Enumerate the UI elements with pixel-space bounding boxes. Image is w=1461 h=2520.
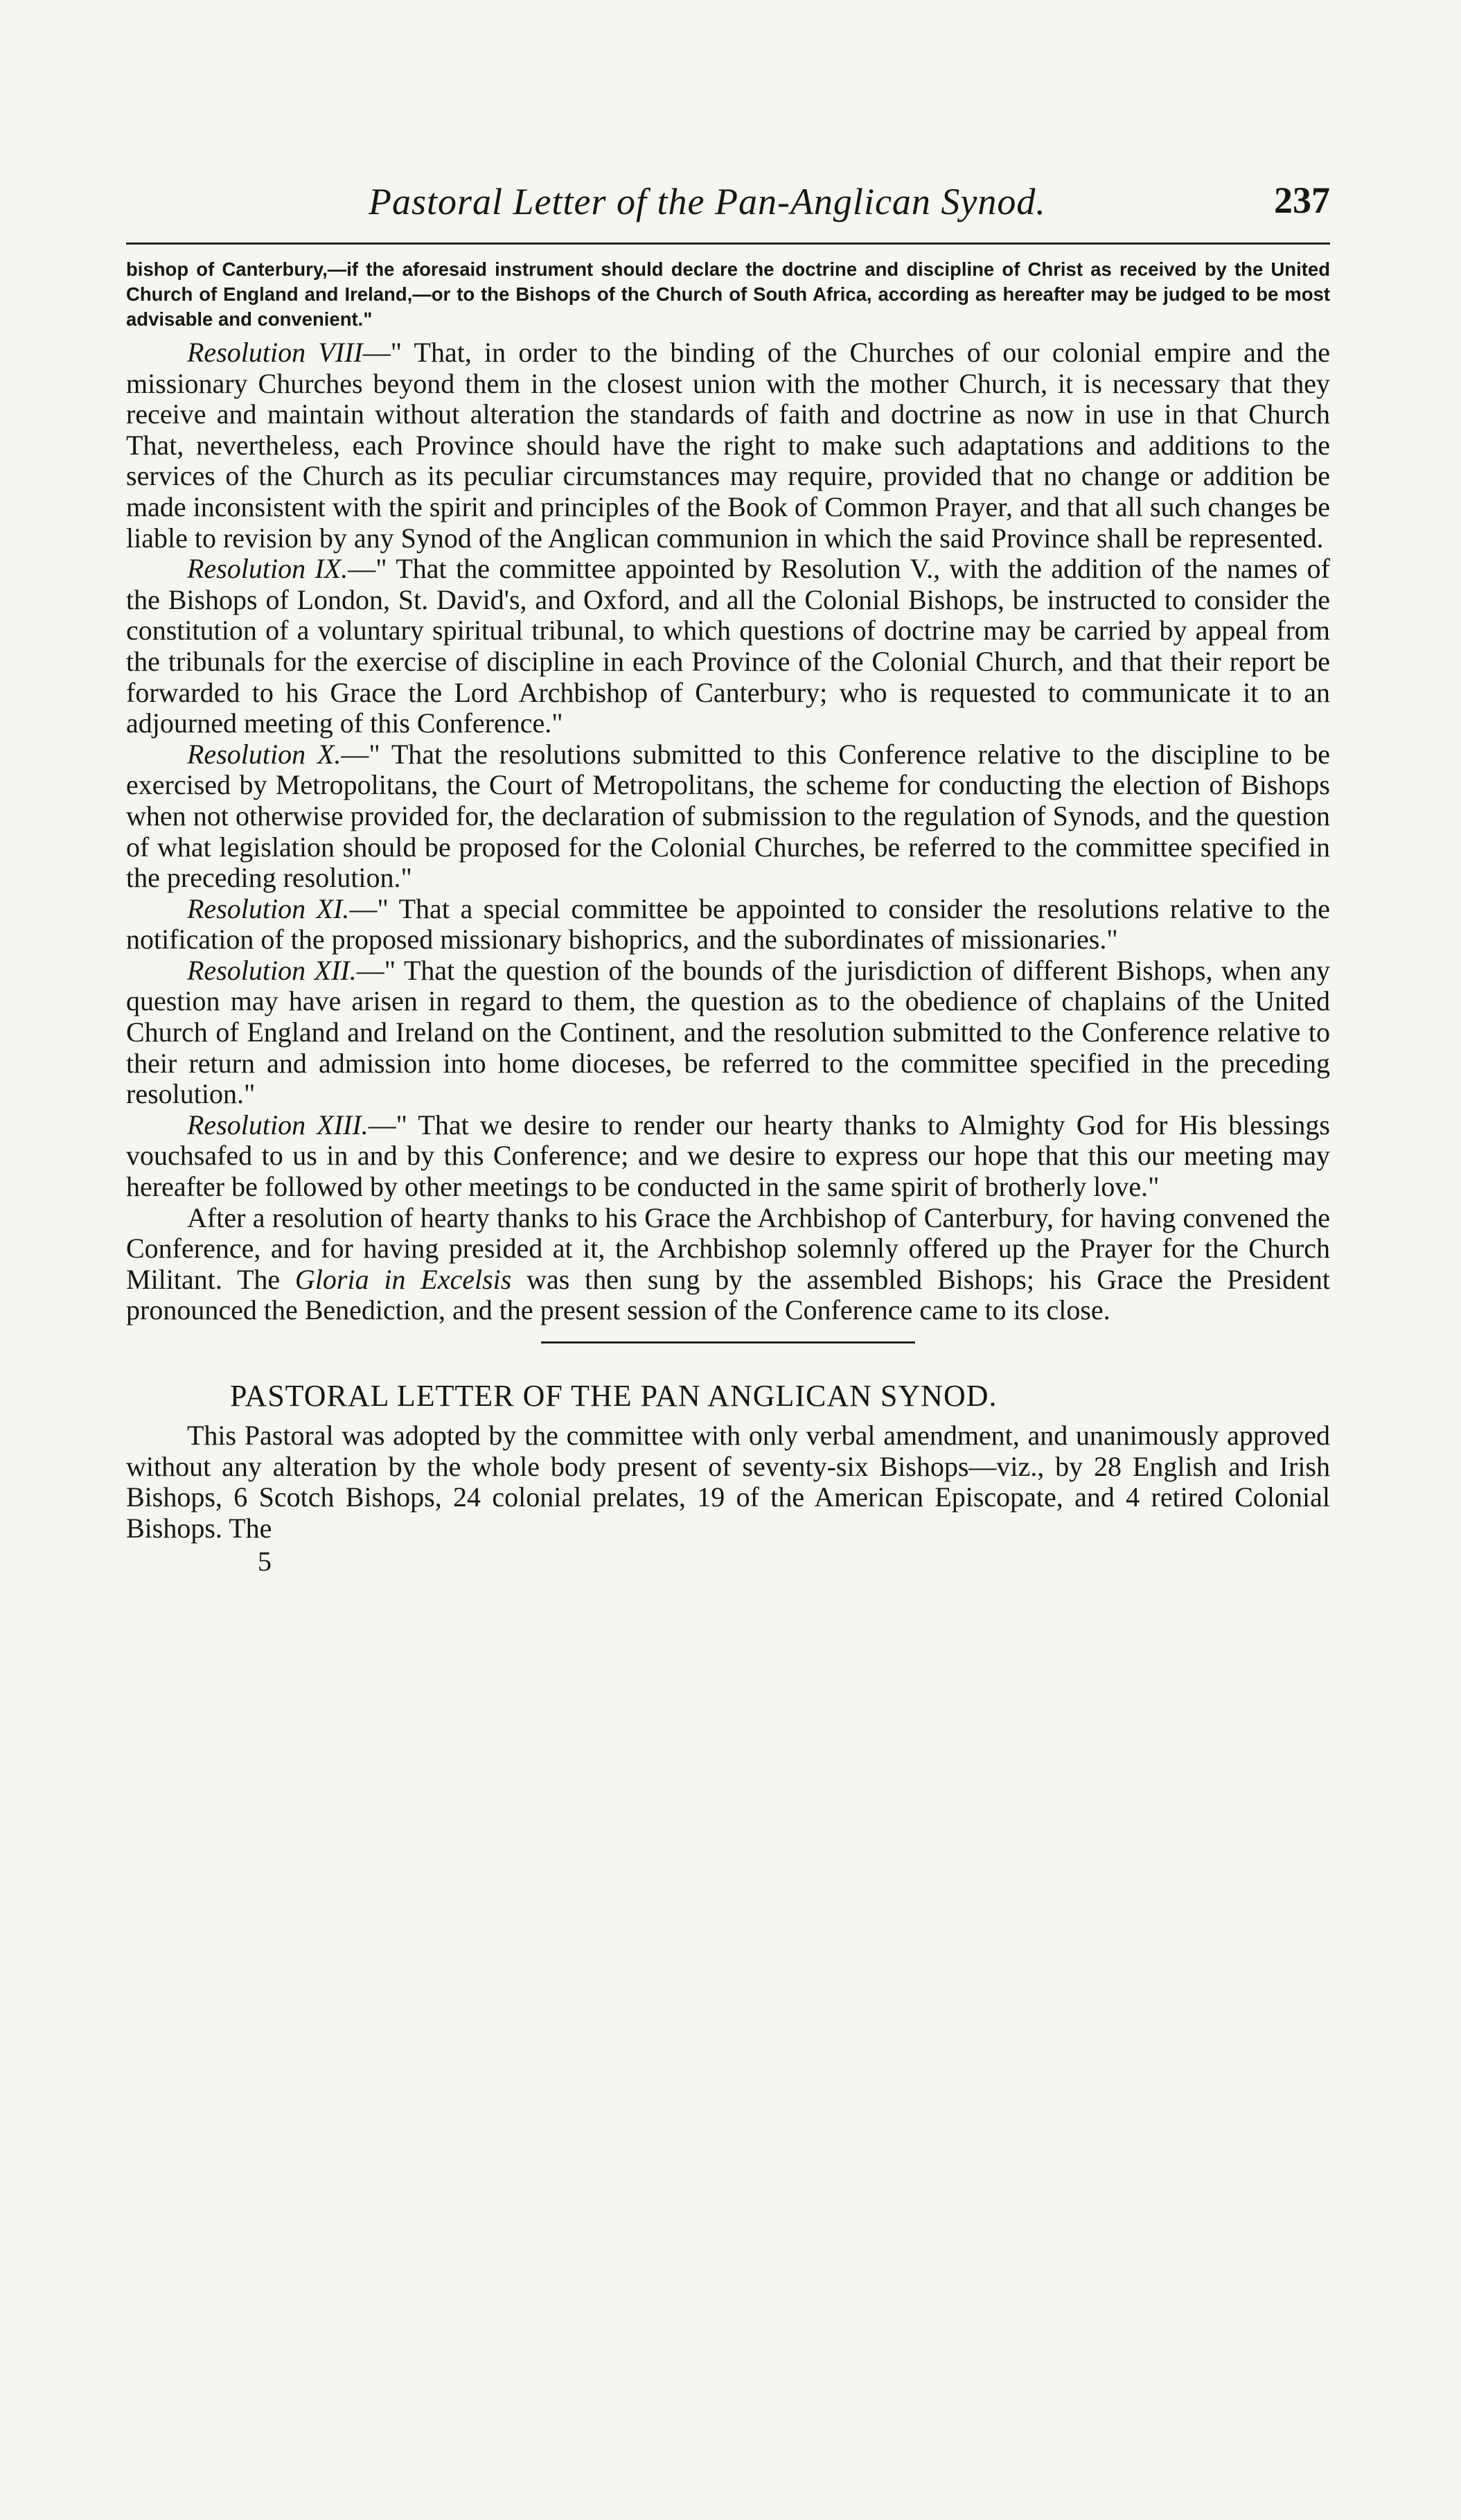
running-title: Pastoral Letter of the Pan-Anglican Synod. (369, 181, 1046, 222)
resolution-x (126, 739, 1330, 894)
closing-text-end: was then sung by the assembled Bishops; his Grace the President pronounced the Benediction, and the present session of the Conference came to its close. (126, 1263, 1330, 1326)
resolution-xiii (126, 1110, 1330, 1203)
running-header (126, 166, 1330, 243)
continued-quotation: bishop of Canterbury,—if the aforesaid instrument should declare the doctrine and discipline of Christ as received by the United Church of England and Ireland,—or to the Bishops of the Church of South Africa, according as hereafter may be judged to be most advisable and convenient." (126, 258, 1330, 330)
section-divider (541, 1341, 915, 1343)
section-heading (230, 1378, 1330, 1413)
resolution-text: —" That the committee appointed by Resolution V., with the addition of the names of the Bishops of London, St. David's, and Oxford, and all the Colonial Bishops, be instructed to consider the constitution of a voluntary spiritual tribunal, to which questions of doctrine may be carried by appeal from the tribunals for the exercise of discipline in each Province of the Colonial Church, and that their report be forwarded to his Grace the Lord Archbishop of Canterbury; who is requested to communicate it to an adjourned meeting of this Conference." (126, 553, 1330, 739)
resolution-label: Resolution XIII. (187, 1109, 369, 1140)
closing-paragraph (126, 1203, 1330, 1326)
resolution-label: Resolution XI. (187, 892, 350, 924)
gloria-title: Gloria in Excelsis (294, 1263, 512, 1295)
resolution-label: Resolution XII. (187, 954, 357, 986)
page-number: 237 (1274, 179, 1330, 221)
signature-mark: 5 (258, 1546, 272, 1578)
resolution-label: Resolution IX. (187, 553, 348, 585)
resolution-viii (126, 337, 1330, 554)
resolution-text: —" That the resolutions submitted to this Conference relative to the discipline to be exercised by Metropolitans, the Court of Metropolitans, the scheme for conducting the election of Bishops when not otherwise provided for, the declaration of submission to the regulation of Synods, and the question of what legislation should be proposed for the Colonial Churches, be referred to the committee specified in the preceding resolution." (126, 738, 1330, 894)
resolution-label: Resolution VIII (187, 337, 363, 368)
resolution-label: Resolution X. (187, 738, 342, 770)
section-heading-text: PASTORAL LETTER OF THE PAN ANGLICAN SYNOD. (230, 1379, 998, 1413)
section-intro: This Pastoral was adopted by the committee with only verbal amendment, and unanimously approved without any alteration by the whole body present of seventy-six Bishops—viz., by 28 English and Irish Bishops, 6 Scotch Bishops, 24 colonial prelates, 19 of the American Episcopate, and 4 retired Colonial Bishops. The (126, 1420, 1330, 1544)
header-rule (126, 243, 1330, 245)
document-page (126, 166, 1330, 1578)
resolution-ix (126, 554, 1330, 739)
resolution-text: —" That, in order to the binding of the Churches of our colonial empire and the missionary Churches beyond them in the closest union with the mother Church, it is necessary that they receive and maintain without alteration the standards of faith and doctrine as now in use in that Church That, nevertheless, each Province should have the right to make such adaptations and additions to the services of the Church as its peculiar circumstances may require, provided that no change or addition be made inconsistent with the spirit and principles of the Book of Common Prayer, and that all such changes be liable to revision by any Synod of the Anglican communion in which the said Province shall be represented. (126, 337, 1331, 554)
resolution-xii (126, 955, 1330, 1110)
resolution-text: —" That the question of the bounds of the jurisdiction of different Bishops, when any question may have arisen in regard to them, the question as to the obedience of chaplains of the United Church of England and Ireland on the Continent, and the resolution submitted to the Conference relative to their return and admission into home dioceses, be referred to the committee specified in the preceding resolution." (126, 954, 1330, 1110)
resolution-text: —" That a special committee be appointed to consider the resolutions relative to the notification of the proposed missionary bishoprics, and the subordinates of missionaries." (126, 892, 1330, 955)
resolution-text: —" That we desire to render our hearty thanks to Almighty God for His blessings vouchsafed to us in and by this Conference; and we desire to express our hope that this our meeting may hereafter be followed by other meetings to be conducted in the same spirit of brotherly love." (126, 1109, 1330, 1203)
resolution-xi (126, 894, 1330, 955)
closing-text: After a resolution of hearty thanks to his Grace the Archbishop of Canterbury, for having convened the Conference, and for having presided at it, the Archbishop solemnly offered up the Prayer for the Church Militant. The (126, 1201, 1330, 1295)
